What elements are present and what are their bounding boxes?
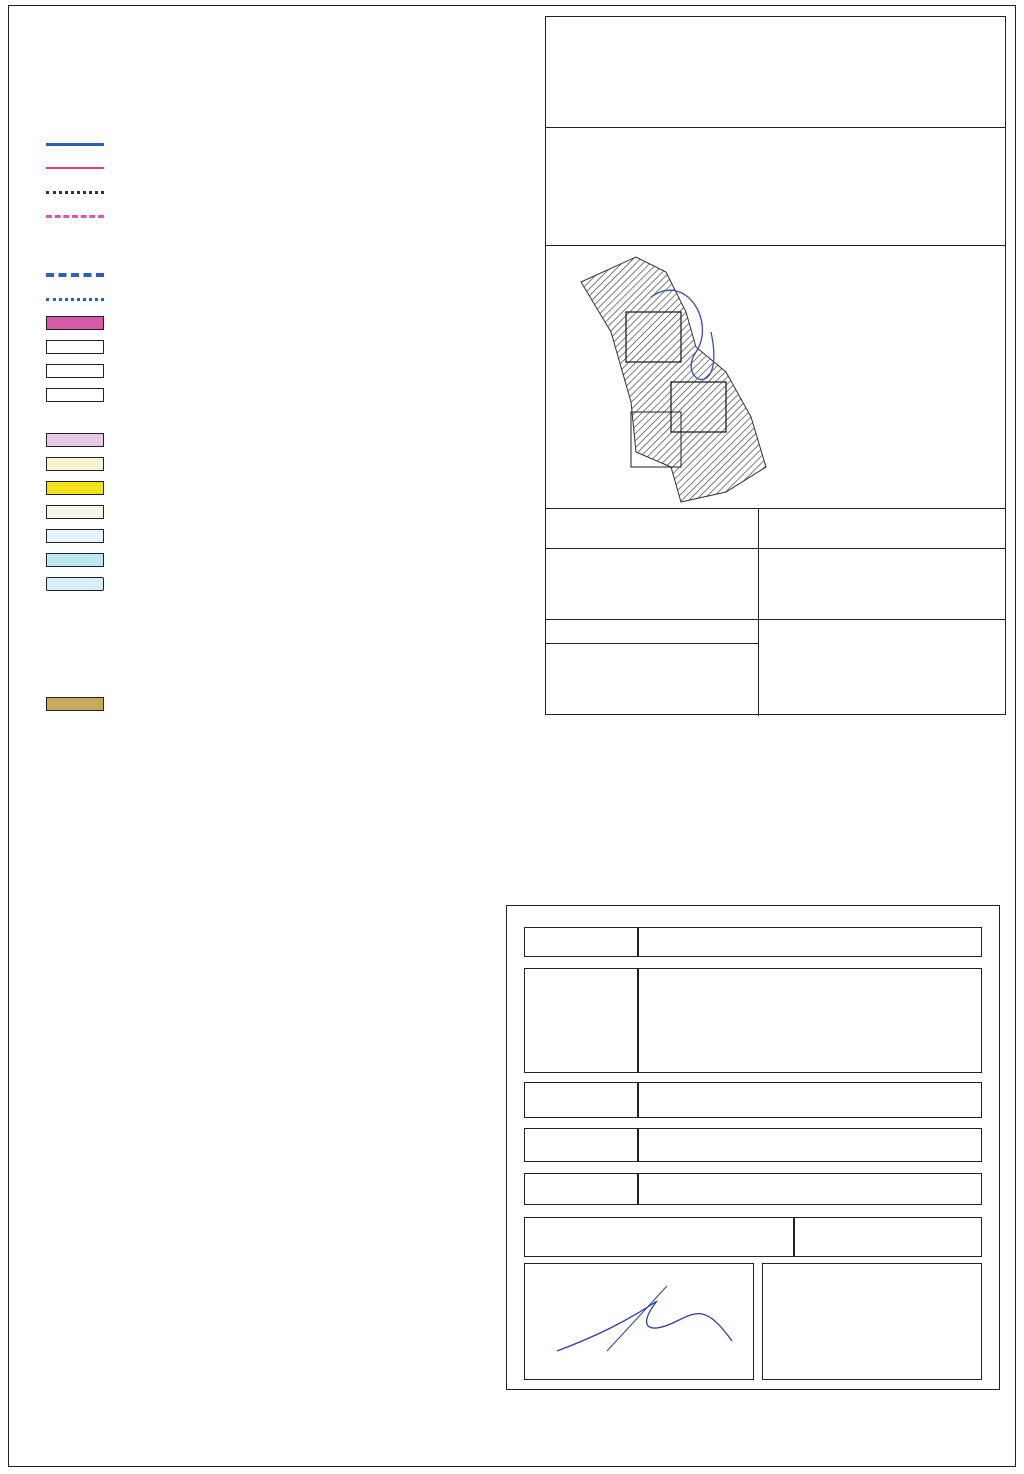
- topos-value: [638, 1128, 982, 1162]
- legend-item: [46, 158, 122, 178]
- legend-item: [46, 265, 122, 285]
- project-table: [506, 905, 1000, 1390]
- owner-value: [638, 927, 982, 957]
- legend-item: [46, 526, 122, 546]
- owner-label: [524, 927, 638, 957]
- meletitis-label: [524, 1173, 638, 1205]
- project-title: [546, 127, 1005, 246]
- legend-symbol: [46, 697, 104, 711]
- legend-symbol: [46, 273, 104, 277]
- topos-label: [524, 1128, 638, 1162]
- legend-item: [46, 574, 122, 594]
- legend-symbol: [46, 298, 104, 301]
- legend-symbol: [46, 625, 104, 639]
- legend-symbol: [46, 191, 104, 194]
- legend-item: [46, 134, 122, 154]
- legend-symbol: [46, 553, 104, 567]
- legend-symbol: [46, 340, 104, 354]
- legend-symbol: [46, 529, 104, 543]
- legend-item: [46, 430, 122, 450]
- legend-item: [46, 313, 122, 333]
- location-map: [576, 252, 776, 507]
- legend-item: [46, 646, 122, 666]
- legend-item: [46, 622, 122, 642]
- legend-item: [46, 694, 122, 714]
- divider: [546, 619, 1005, 620]
- legend-item: [46, 670, 122, 690]
- legend-symbol: [46, 364, 104, 378]
- legend-symbol: [46, 481, 104, 495]
- signature-scribble: [547, 1281, 747, 1356]
- legend-symbol: [46, 143, 104, 146]
- legend-item: [46, 337, 122, 357]
- ergo-label: [524, 968, 638, 1073]
- authority-header: [546, 17, 1005, 128]
- legend-item: [46, 206, 122, 226]
- header-line: [546, 17, 1005, 29]
- project-line: [546, 127, 1005, 139]
- legend-symbol: [46, 388, 104, 402]
- legend-item: [46, 550, 122, 570]
- klimaka-value: [794, 1217, 982, 1257]
- legend-symbol: [46, 457, 104, 471]
- legend-symbol: [46, 215, 104, 218]
- divider: [546, 643, 759, 644]
- legend-item: [46, 289, 122, 309]
- ergo-value: [638, 968, 982, 1073]
- stamp-box: [762, 1263, 982, 1380]
- legend-symbol: [46, 167, 104, 169]
- legend-item: [46, 502, 122, 522]
- legend-symbol: [46, 433, 104, 447]
- legend-symbol: [46, 601, 104, 615]
- legend-symbol: [46, 673, 104, 687]
- legend-item: [46, 361, 122, 381]
- legend-symbol: [46, 505, 104, 519]
- legend-item: [46, 598, 122, 618]
- legend-symbol: [46, 649, 104, 663]
- legend-item: [46, 478, 122, 498]
- legend-symbol: [46, 577, 104, 591]
- divider: [546, 548, 1005, 549]
- legend-item: [46, 182, 122, 202]
- legend-item: [46, 385, 122, 405]
- legend-item: [46, 454, 122, 474]
- thema-label: [524, 1082, 638, 1118]
- thema-value: [638, 1082, 982, 1118]
- legend-symbol: [46, 316, 104, 330]
- title-block: [545, 16, 1006, 715]
- stage-label: [546, 508, 758, 548]
- klimaka-label: [524, 1217, 794, 1257]
- meletitis-value: [638, 1173, 982, 1205]
- subject-label: [759, 508, 1005, 548]
- team-panel: [791, 251, 1001, 253]
